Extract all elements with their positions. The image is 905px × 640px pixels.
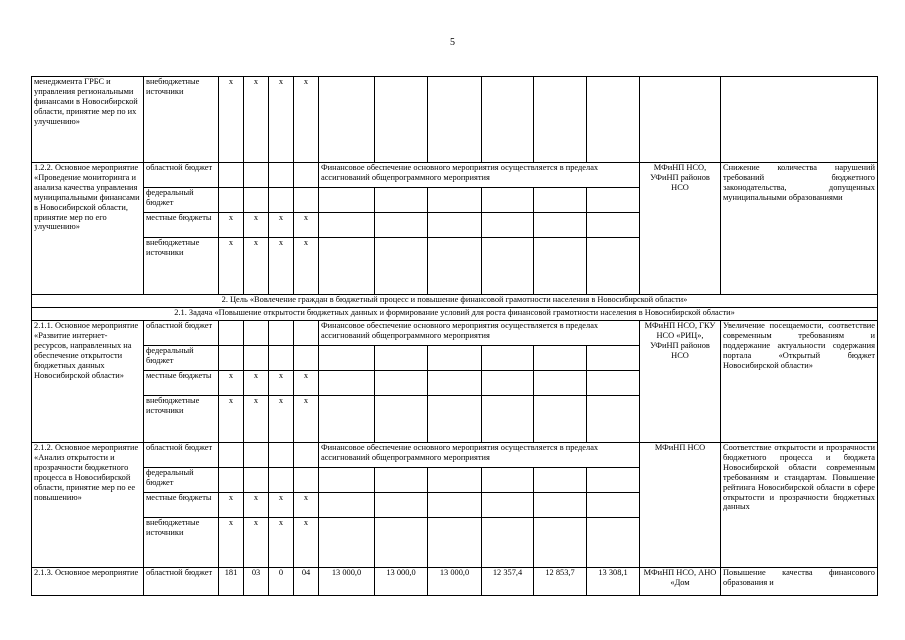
goal-row [32,295,878,308]
amount-cell: 12 357,4 [482,568,534,596]
source-extra: внебюджетные источники [144,238,219,295]
measure-2-1-3-executors: МФиНП НСО, АНО «Дом [640,568,721,596]
measure-name-cont: менеджмента ГРБС и управления региональными финансами в Новосибирской области, принятие мер по их улучшению» [32,77,144,163]
source-local: местные бюджеты [144,213,219,238]
code-mark: x [269,213,294,238]
code-mark: x [219,396,244,443]
source-extra: внебюджетные источники [144,396,219,443]
source-federal: федеральный бюджет [144,346,219,371]
funding-note: Финансовое обеспечение основного мероприятия осуществляется в пределах ассигнований общепрограммного мероприятия [319,321,640,346]
code-mark: x [269,493,294,518]
budget-code: 03 [244,568,269,596]
measure-2-1-1-executors: МФиНП НСО, ГКУ НСО «РИЦ», УФиНП районов НСО [640,321,721,443]
source-regional: областной бюджет [144,163,219,188]
amount-cell: 13 000,0 [375,568,428,596]
table-row [32,163,878,188]
amount-cell: 13 000,0 [319,568,375,596]
amount-cell: 12 853,7 [534,568,587,596]
code-mark: x [219,518,244,568]
source-regional: областной бюджет [144,321,219,346]
code-mark: x [219,77,244,163]
measure-2-1-2-name: 2.1.2. Основное мероприятие «Анализ открытости и прозрачности бюджетного процесса в Новосибирской области, принятие мер по ее повышению» [32,443,144,568]
budget-code: 0 [269,568,294,596]
measure-2-1-2-executors: МФиНП НСО [640,443,721,568]
measure-2-1-2-result: Соответствие открытости и прозрачности бюджетного процесса и бюджета Новосибирской области современным требованиям и стандартам. Повышение рейтинга Новосибирской области в сфере открытости и прозрачности бюджетных данных [721,443,878,568]
measure-2-1-3-name: 2.1.3. Основное мероприятие [32,568,144,596]
source-local: местные бюджеты [144,493,219,518]
code-mark: x [294,493,319,518]
measure-1-2-2-result: Снижение количества нарушений требований бюджетного законодательства, допущенных муниципальными образованиями [721,163,878,295]
code-mark: x [269,77,294,163]
source-local: местные бюджеты [144,371,219,396]
table-row [32,568,878,596]
source-federal: федеральный бюджет [144,188,219,213]
funding-note: Финансовое обеспечение основного мероприятия осуществляется в пределах ассигнований общепрограммного мероприятия [319,443,640,468]
amount-cell: 13 000,0 [428,568,482,596]
code-mark: x [294,77,319,163]
table-row [32,77,878,163]
measure-2-1-1-name: 2.1.1. Основное мероприятие «Развитие интернет-ресурсов, направленных на обеспечение открытости бюджетных данных Новосибирской области» [32,321,144,443]
source-extra: внебюджетные источники [144,518,219,568]
goal-2-heading: 2. Цель «Вовлечение граждан в бюджетный процесс и повышение финансовой грамотности населения в Новосибирской области» [32,295,878,308]
code-mark: x [219,238,244,295]
code-mark: x [269,238,294,295]
code-mark: x [269,396,294,443]
code-mark: x [269,518,294,568]
code-mark: x [219,493,244,518]
code-mark: x [294,238,319,295]
code-mark: x [244,238,269,295]
program-measures-table [31,76,878,596]
measure-1-2-2-executors: МФиНП НСО, УФиНП районов НСО [640,163,721,295]
table-row [32,321,878,346]
table-row [32,443,878,468]
code-mark: x [269,371,294,396]
source-extra: внебюджетные источники [144,77,219,163]
page-number: 5 [450,37,455,48]
source-regional: областной бюджет [144,568,219,596]
code-mark: x [294,396,319,443]
code-mark: x [219,213,244,238]
code-mark: x [244,371,269,396]
code-mark: x [219,371,244,396]
task-row [32,308,878,321]
code-mark: x [244,77,269,163]
code-mark: x [244,396,269,443]
source-federal: федеральный бюджет [144,468,219,493]
measure-2-1-3-result: Повышение качества финансового образования и [721,568,878,596]
code-mark: x [294,213,319,238]
source-regional: областной бюджет [144,443,219,468]
code-mark: x [294,371,319,396]
code-mark: x [294,518,319,568]
measure-2-1-1-result: Увеличение посещаемости, соответствие современным требованиям и поддержание актуальности содержания портала «Открытый бюджет Новосибирской области» [721,321,878,443]
funding-note: Финансовое обеспечение основного мероприятия осуществляется в пределах ассигнований общепрограммного мероприятия [319,163,640,188]
measure-1-2-2-name: 1.2.2. Основное мероприятие «Проведение мониторинга и анализа качества управления муниципальными финансами в Новосибирской области, принятие мер по его улучшению» [32,163,144,295]
amount-cell: 13 308,1 [587,568,640,596]
budget-code: 181 [219,568,244,596]
budget-code: 04 [294,568,319,596]
code-mark: x [244,518,269,568]
task-2-1-heading: 2.1. Задача «Повышение открытости бюджетных данных и формирование условий для роста финансовой грамотности населения в Новосибирской области» [32,308,878,321]
code-mark: x [244,493,269,518]
code-mark: x [244,213,269,238]
